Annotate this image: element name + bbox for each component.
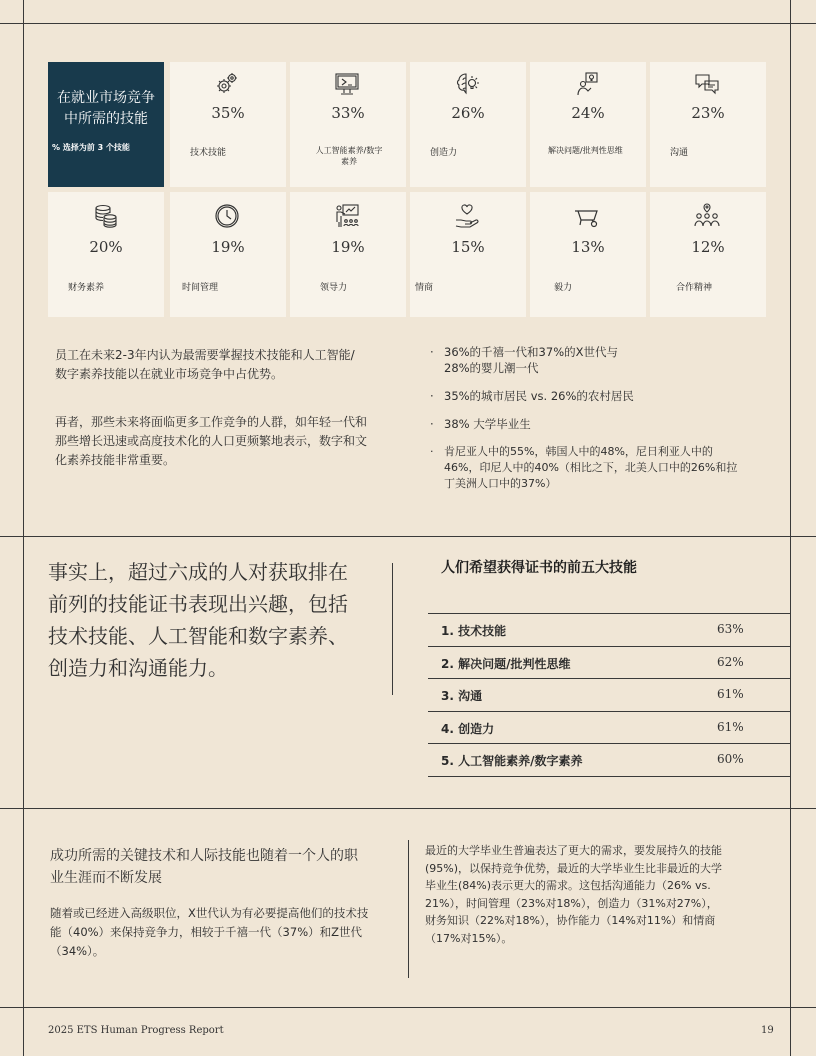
wheelbarrow-icon xyxy=(573,202,601,230)
team-icon xyxy=(693,202,721,230)
skill-label: 沟通 xyxy=(670,148,689,158)
section-divider-1 xyxy=(0,536,816,537)
hand-heart-icon xyxy=(453,202,481,230)
career-paragraph-2: 最近的大学毕业生普遍表达了更大的需求，要发展持久的技能(95%)，以保持竞争优势，最近的大学毕业生比非最近的大学毕业生(84%)表示更大的需求。这包括沟通能力（26% vs. 21%），时间管理（23%对18%），创造力（31%对27%），财务知识（22%对18%），协作能力（14%对11%）和情商（17%对15%）。 xyxy=(425,844,723,945)
section-divider-2 xyxy=(0,808,816,809)
top-rule xyxy=(0,23,816,24)
skill-pct: 20% xyxy=(89,238,123,256)
list-item: · 36%的千禧一代和37%的X世代与28%的婴儿潮一代 xyxy=(428,344,758,376)
skill-pct: 35% xyxy=(211,104,245,122)
skills-header-subtitle: % 选择为前 3 个技能 xyxy=(52,143,130,152)
skill-card-ai-literacy xyxy=(290,62,406,187)
table-row xyxy=(428,646,790,679)
footer-rule xyxy=(0,1007,816,1008)
list-item: · 38% 大学毕业生 xyxy=(428,416,758,432)
career-divider xyxy=(408,840,409,978)
clock-icon xyxy=(213,202,241,230)
chat-bubbles-icon xyxy=(693,70,721,98)
skill-label: 解决问题/批判性思维 xyxy=(548,146,623,155)
skill-label: 时间管理 xyxy=(182,283,219,293)
table-row xyxy=(428,613,790,646)
skill-card-emotional-intelligence xyxy=(410,192,526,317)
intro-paragraph-2: 再者，那些未来将面临更多工作竞争的人群，如年轻一代和那些增长迅速或高度技术化的人口更频繁地表示，数字和文化素养技能非常重要。 xyxy=(55,415,368,467)
table-cell-value: 61% xyxy=(717,687,744,702)
skill-card-financial xyxy=(48,192,164,317)
skill-card-time-management xyxy=(170,192,286,317)
skill-pct: 13% xyxy=(571,238,605,256)
skill-label: 创造力 xyxy=(430,148,458,158)
skill-label: 领导力 xyxy=(320,283,348,293)
skill-card-communication xyxy=(650,62,766,187)
brain-idea-icon xyxy=(453,70,481,98)
table-cell-skill: 5. 人工智能素养/数字素养 xyxy=(441,754,583,769)
left-frame-line xyxy=(23,0,24,1056)
intro-paragraph-1: 员工在未来2-3年内认为最需要掌握技术技能和人工智能/数字素养技能以在就业市场竞争中占优势。 xyxy=(55,348,355,381)
page-number: 19 xyxy=(761,1025,774,1036)
quote-divider xyxy=(392,563,393,695)
footer-report-name: 2025 ETS Human Progress Report xyxy=(48,1025,224,1036)
skill-pct: 24% xyxy=(571,104,605,122)
gears-icon xyxy=(213,70,241,98)
list-item: · 肯尼亚人中的55%，韩国人中的48%，尼日利亚人中的46%，印尼人中的40%（相比之下，北美人口中的26%和拉丁美洲人口中的37%） xyxy=(428,444,758,492)
skill-card-technical xyxy=(170,62,286,187)
career-heading: 成功所需的关键技术和人际技能也随着一个人的职业生涯而不断发展 xyxy=(50,848,358,886)
career-paragraph-1: 随着或已经进入高级职位，X世代认为有必要提高他们的技术技能（40%）来保持竞争力，相较于千禧一代（37%）和Z世代（34%）。 xyxy=(50,906,369,958)
skill-pct: 19% xyxy=(211,238,245,256)
skill-card-creativity xyxy=(410,62,526,187)
skill-card-teamwork xyxy=(650,192,766,317)
skills-grid xyxy=(48,62,768,320)
skills-header-title: 在就业市场竞争中所需的技能 xyxy=(57,90,155,127)
skill-card-leadership xyxy=(290,192,406,317)
table-cell-value: 60% xyxy=(717,752,744,767)
pull-quote: 事实上，超过六成的人对获取排在前列的技能证书表现出兴趣，包括技术技能、人工智能和数字素养、创造力和沟通能力。 xyxy=(48,560,348,680)
coins-icon xyxy=(91,202,119,230)
monitor-icon xyxy=(333,70,361,98)
skill-label: 财务素养 xyxy=(68,283,105,293)
table-row xyxy=(428,711,790,744)
table-cell-skill: 2. 解决问题/批判性思维 xyxy=(441,656,571,671)
skill-label: 技术技能 xyxy=(190,148,227,158)
skill-card-perseverance xyxy=(530,192,646,317)
table-cell-value: 61% xyxy=(717,719,744,734)
cert-table-title: 人们希望获得证书的前五大技能 xyxy=(441,560,637,576)
skill-pct: 23% xyxy=(691,104,725,122)
cert-table xyxy=(428,613,790,777)
skill-pct: 19% xyxy=(331,238,365,256)
table-cell-skill: 3. 沟通 xyxy=(441,689,483,704)
skill-label: 情商 xyxy=(415,283,434,293)
table-cell-skill: 1. 技术技能 xyxy=(441,624,507,638)
table-cell-value: 63% xyxy=(717,622,744,636)
table-row xyxy=(428,743,790,777)
person-idea-icon xyxy=(573,70,601,98)
skill-pct: 26% xyxy=(451,104,485,122)
skill-label: 毅力 xyxy=(554,283,573,293)
table-row xyxy=(428,678,790,711)
skill-label: 人工智能素养/数字素养 xyxy=(315,146,383,166)
presenter-icon xyxy=(333,202,361,230)
table-cell-value: 62% xyxy=(717,654,744,669)
right-frame-line xyxy=(790,0,791,1056)
skill-card-problem-solving xyxy=(530,62,646,187)
skill-pct: 15% xyxy=(451,238,485,256)
table-cell-skill: 4. 创造力 xyxy=(441,721,495,736)
skill-pct: 33% xyxy=(331,104,365,122)
intro-bullet-list xyxy=(428,344,758,504)
skill-label: 合作精神 xyxy=(676,283,713,293)
skill-pct: 12% xyxy=(691,238,725,256)
skills-header-card xyxy=(48,62,164,187)
list-item: · 35%的城市居民 vs. 26%的农村居民 xyxy=(428,388,758,404)
